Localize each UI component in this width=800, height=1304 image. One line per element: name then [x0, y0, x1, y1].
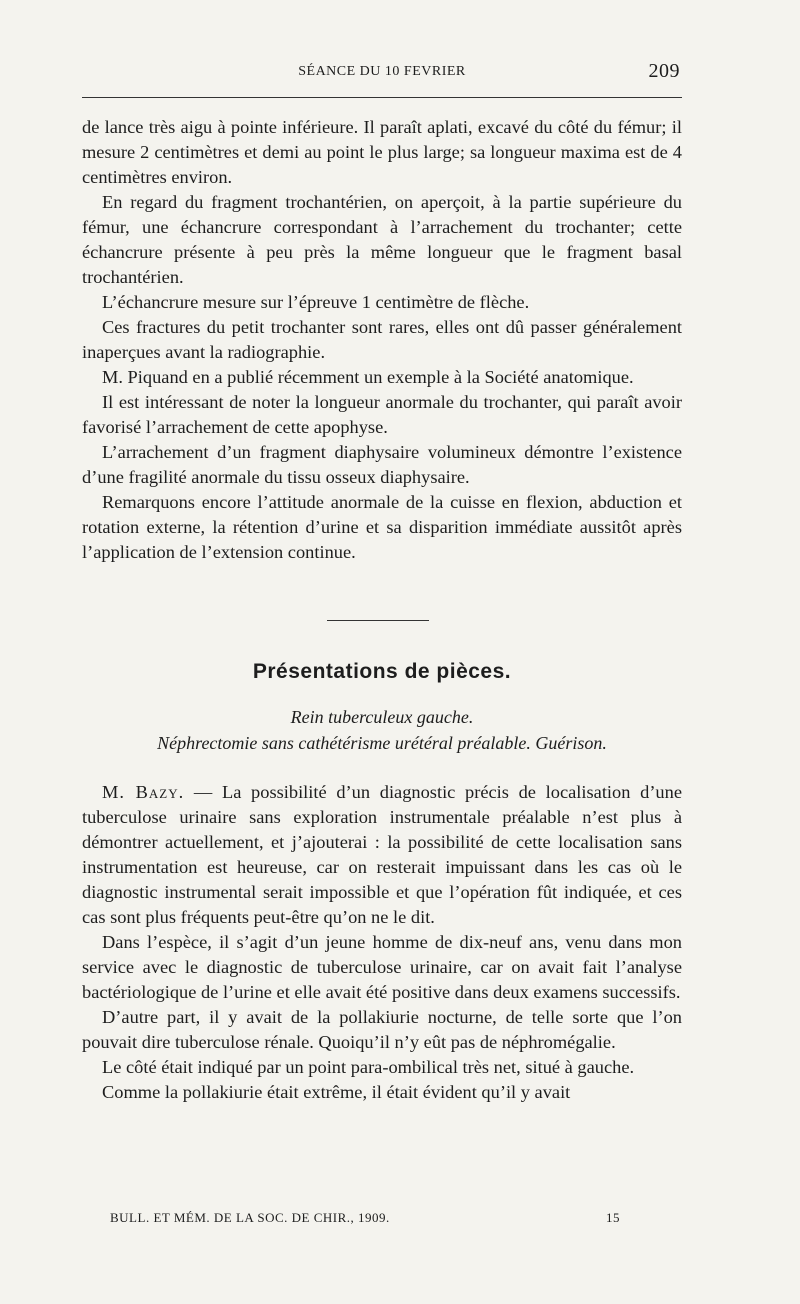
running-header	[82, 60, 682, 84]
section-subtitle: Rein tuberculeux gauche.	[290, 707, 474, 727]
page-number: 209	[648, 60, 680, 82]
paragraph: L’arrachement d’un fragment diaphysaire volumineux démontre l’existence d’une fragilité anormale du tissu osseux diaphysaire.	[82, 442, 682, 487]
header-rule	[82, 97, 682, 98]
signature-mark: 15	[606, 1210, 620, 1225]
paragraph: L’échancrure mesure sur l’épreuve 1 centimètre de flèche.	[102, 292, 530, 312]
body-text-bottom	[82, 780, 682, 1105]
paragraph: Comme la pollakiurie était extrême, il était évident qu’il y avait	[102, 1082, 571, 1102]
paragraph-text: — La possibilité d’un diagnostic précis de localisation d’une tuberculose urinaire sans exploration instrumentale préalable n’est plus à démontrer actuellement, et j’ajouterai : la possibilité de cette localisation sans instrumentation est heureuse, car on resterait impuissant dans les cas où le diagnostic instrumental serait impossible et que l’opération fût indiquée, et ces cas sont plus fréquents peut-être qu’on ne le dit.	[82, 782, 682, 927]
paragraph: Ces fractures du petit trochanter sont rares, elles ont dû passer généralement inaperçues avant la radiographie.	[82, 317, 682, 362]
paragraph: de lance très aigu à pointe inférieure. Il paraît aplati, excavé du côté du fémur; il mesure 2 centimètres et demi au point le plus large; sa longueur maxima est de 4 centimètres environ.	[82, 117, 682, 187]
paragraph: M. Piquand en a publié récemment un exemple à la Société anatomique.	[102, 367, 634, 387]
section-separator	[327, 620, 429, 621]
paragraph: Le côté était indiqué par un point para-ombilical très net, situé à gauche.	[102, 1057, 635, 1077]
running-title: SÉANCE DU 10 FEVRIER	[298, 64, 466, 79]
journal-reference: BULL. ET MÉM. DE LA SOC. DE CHIR., 1909.	[110, 1210, 390, 1225]
paragraph: Dans l’espèce, il s’agit d’un jeune homme de dix-neuf ans, venu dans mon service avec le diagnostic de tuberculose urinaire, car on avait fait l’analyse bactériologique de l’urine et elle avait été positive dans deux examens successifs.	[82, 932, 682, 1002]
speaker-name: M. Bazy.	[102, 782, 185, 802]
paragraph: Remarquons encore l’attitude anormale de la cuisse en flexion, abduction et rotation externe, la rétention d’urine et sa disparition immédiate aussitôt après l’application de l’extension continue.	[82, 492, 682, 562]
body-text-top	[82, 115, 682, 565]
page-footer	[82, 1210, 682, 1230]
paragraph: En regard du fragment trochantérien, on aperçoit, à la partie supérieure du fémur, une échancrure correspondant à l’arrachement du trochanter; cette échancrure présente à peu près la même longueur que le fragment basal trochantérien.	[82, 192, 682, 287]
paragraph: Il est intéressant de noter la longueur anormale du trochanter, qui paraît avoir favorisé l’arrachement de cette apophyse.	[82, 392, 682, 437]
section-subtitle-2: Néphrectomie sans cathétérisme urétéral préalable. Guérison.	[157, 733, 607, 753]
section-title: Présentations de pièces.	[252, 660, 512, 683]
paragraph	[82, 780, 682, 930]
paragraph: D’autre part, il y avait de la pollakiurie nocturne, de telle sorte que l’on pouvait dire tuberculose rénale. Quoiqu’il n’y eût pas de néphromégalie.	[82, 1007, 682, 1052]
